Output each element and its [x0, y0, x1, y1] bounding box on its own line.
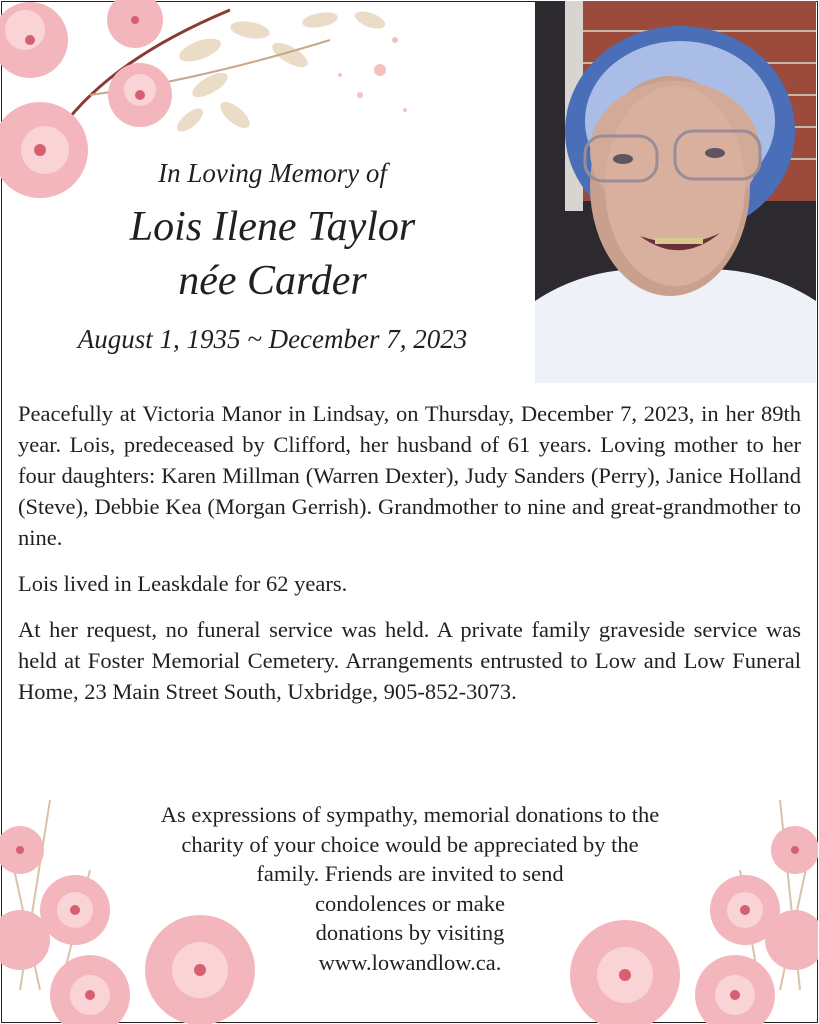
portrait-photo — [535, 1, 816, 383]
closing-line: family. Friends are invited to send — [256, 861, 564, 886]
body-paragraph: At her request, no funeral service was held. A private family graveside service was held at Foster Memorial Cemetery. Arrangements entrusted to Low and Low Funeral Home, 23 Main Street South, Uxbridge, 905-852-3073. — [18, 617, 801, 704]
body-paragraph: Lois lived in Leaskdale for 62 years. — [18, 571, 348, 596]
life-dates: August 1, 1935 ~ December 7, 2023 — [77, 324, 468, 354]
closing-line: As expressions of sympathy, memorial donations to the — [160, 802, 660, 827]
closing-line: condolences or make — [315, 890, 505, 916]
closing-line: donations by visiting — [315, 920, 505, 945]
body-paragraph: Peacefully at Victoria Manor in Lindsay, on Thursday, December 7, 2023, in her 89th year. Lois, predeceased by Clifford, her husband of 61 years. Loving mother to her four daughters: Karen Millman (Warren Dexter), Judy Sanders (Perry), Janice Holland (Steve), Debbie Kea (Morgan Gerrish). Grandmother to nine and great-grandmother to nine. — [18, 401, 801, 550]
obituary-body — [18, 398, 801, 722]
website-link[interactable]: www.lowandlow.ca. — [318, 949, 502, 975]
name-line: Lois Ilene Taylor — [129, 204, 416, 250]
deceased-name — [40, 200, 505, 308]
maiden-name-line: née Carder — [178, 258, 367, 304]
intro-line: In Loving Memory of — [158, 158, 387, 188]
closing-line: charity of your choice would be appreciated by the — [181, 831, 639, 857]
closing-message — [100, 800, 720, 977]
